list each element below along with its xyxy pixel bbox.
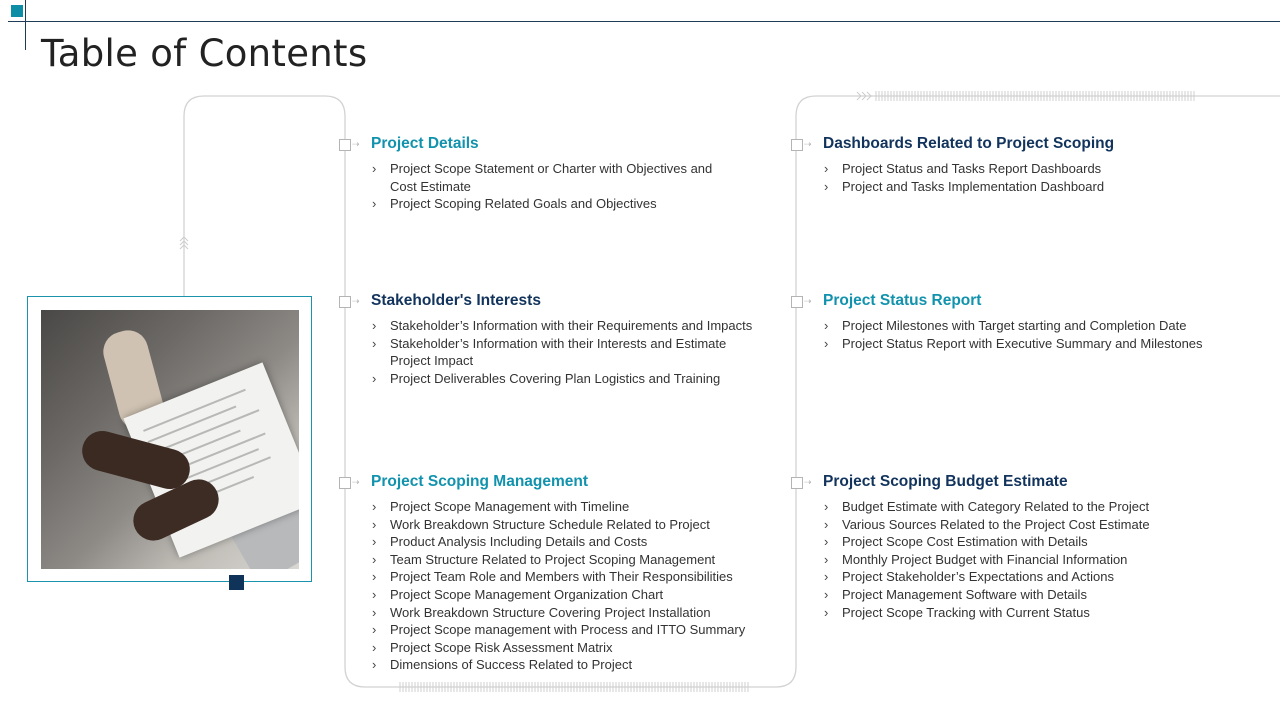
section-stakeholders-interests: [371, 291, 791, 387]
arrow-right-icon: ⇢: [804, 477, 812, 487]
list-item: › Project Scope Statement or Charter with Objectives and Cost Estimate: [371, 160, 735, 195]
section-node-icon: [791, 477, 803, 489]
list-item: › Budget Estimate with Category Related to the Project: [823, 498, 1243, 516]
list-item: › Work Breakdown Structure Schedule Related to Project: [371, 516, 791, 534]
list-item: › Work Breakdown Structure Covering Project Installation: [371, 604, 791, 622]
list-item: › Project Scope management with Process and ITTO Summary: [371, 621, 791, 639]
list-item: › Project Status and Tasks Report Dashboards: [823, 160, 1243, 178]
page-title: Table of Contents: [41, 32, 368, 75]
list-item: › Monthly Project Budget with Financial Information: [823, 551, 1243, 569]
list-item: › Dimensions of Success Related to Project: [371, 656, 791, 674]
section-title[interactable]: Project Scoping Budget Estimate: [823, 473, 1068, 490]
arrow-right-icon: ⇢: [352, 477, 360, 487]
list-item: › Project Scope Management with Timeline: [371, 498, 791, 516]
section-dashboards: [823, 134, 1243, 195]
list-item: › Product Analysis Including Details and Costs: [371, 533, 791, 551]
list-item: › Project Scope Cost Estimation with Details: [823, 533, 1243, 551]
arrow-right-icon: ⇢: [352, 296, 360, 306]
list-item: › Project Team Role and Members with Their Responsibilities: [371, 568, 791, 586]
section-node-icon: [791, 139, 803, 151]
section-project-status-report: [823, 291, 1243, 352]
list-item: › Project Status Report with Executive Summary and Milestones: [823, 335, 1243, 353]
section-project-details: [371, 134, 791, 213]
list-item: › Project Management Software with Details: [823, 586, 1243, 604]
section-node-icon: [339, 139, 351, 151]
list-item: › Project Scope Risk Assessment Matrix: [371, 639, 791, 657]
list-item: › Project Milestones with Target starting and Completion Date: [823, 317, 1243, 335]
list-item: › Project Stakeholder’s Expectations and Actions: [823, 568, 1243, 586]
list-item: › Project and Tasks Implementation Dashboard: [823, 178, 1243, 196]
list-item: › Project Scope Tracking with Current Status: [823, 604, 1243, 622]
arrow-right-icon: ⇢: [804, 296, 812, 306]
arrow-right-icon: ⇢: [804, 139, 812, 149]
photo-accent-square: [229, 575, 244, 590]
list-item: › Project Scope Management Organization Chart: [371, 586, 791, 604]
list-item: › Project Scoping Related Goals and Objectives: [371, 195, 791, 213]
list-item: › Team Structure Related to Project Scoping Management: [371, 551, 791, 569]
section-title[interactable]: Project Status Report: [823, 292, 982, 309]
section-node-icon: [791, 296, 803, 308]
list-item: › Stakeholder’s Information with their Interests and Estimate Project Impact: [371, 335, 760, 370]
section-project-scoping-budget-estimate: [823, 472, 1243, 621]
business-meeting-photo: [41, 310, 299, 569]
section-node-icon: [339, 477, 351, 489]
list-item: › Project Deliverables Covering Plan Logistics and Training: [371, 370, 791, 388]
section-title[interactable]: Project Details: [371, 135, 479, 152]
section-project-scoping-management: [371, 472, 791, 674]
section-node-icon: [339, 296, 351, 308]
list-item: › Various Sources Related to the Project Cost Estimate: [823, 516, 1243, 534]
list-item: › Stakeholder’s Information with their Requirements and Impacts: [371, 317, 791, 335]
arrow-right-icon: ⇢: [352, 139, 360, 149]
tick-marks-top: [876, 91, 1194, 101]
section-title[interactable]: Stakeholder's Interests: [371, 292, 541, 309]
section-title[interactable]: Project Scoping Management: [371, 473, 589, 490]
section-title[interactable]: Dashboards Related to Project Scoping: [823, 135, 1115, 152]
